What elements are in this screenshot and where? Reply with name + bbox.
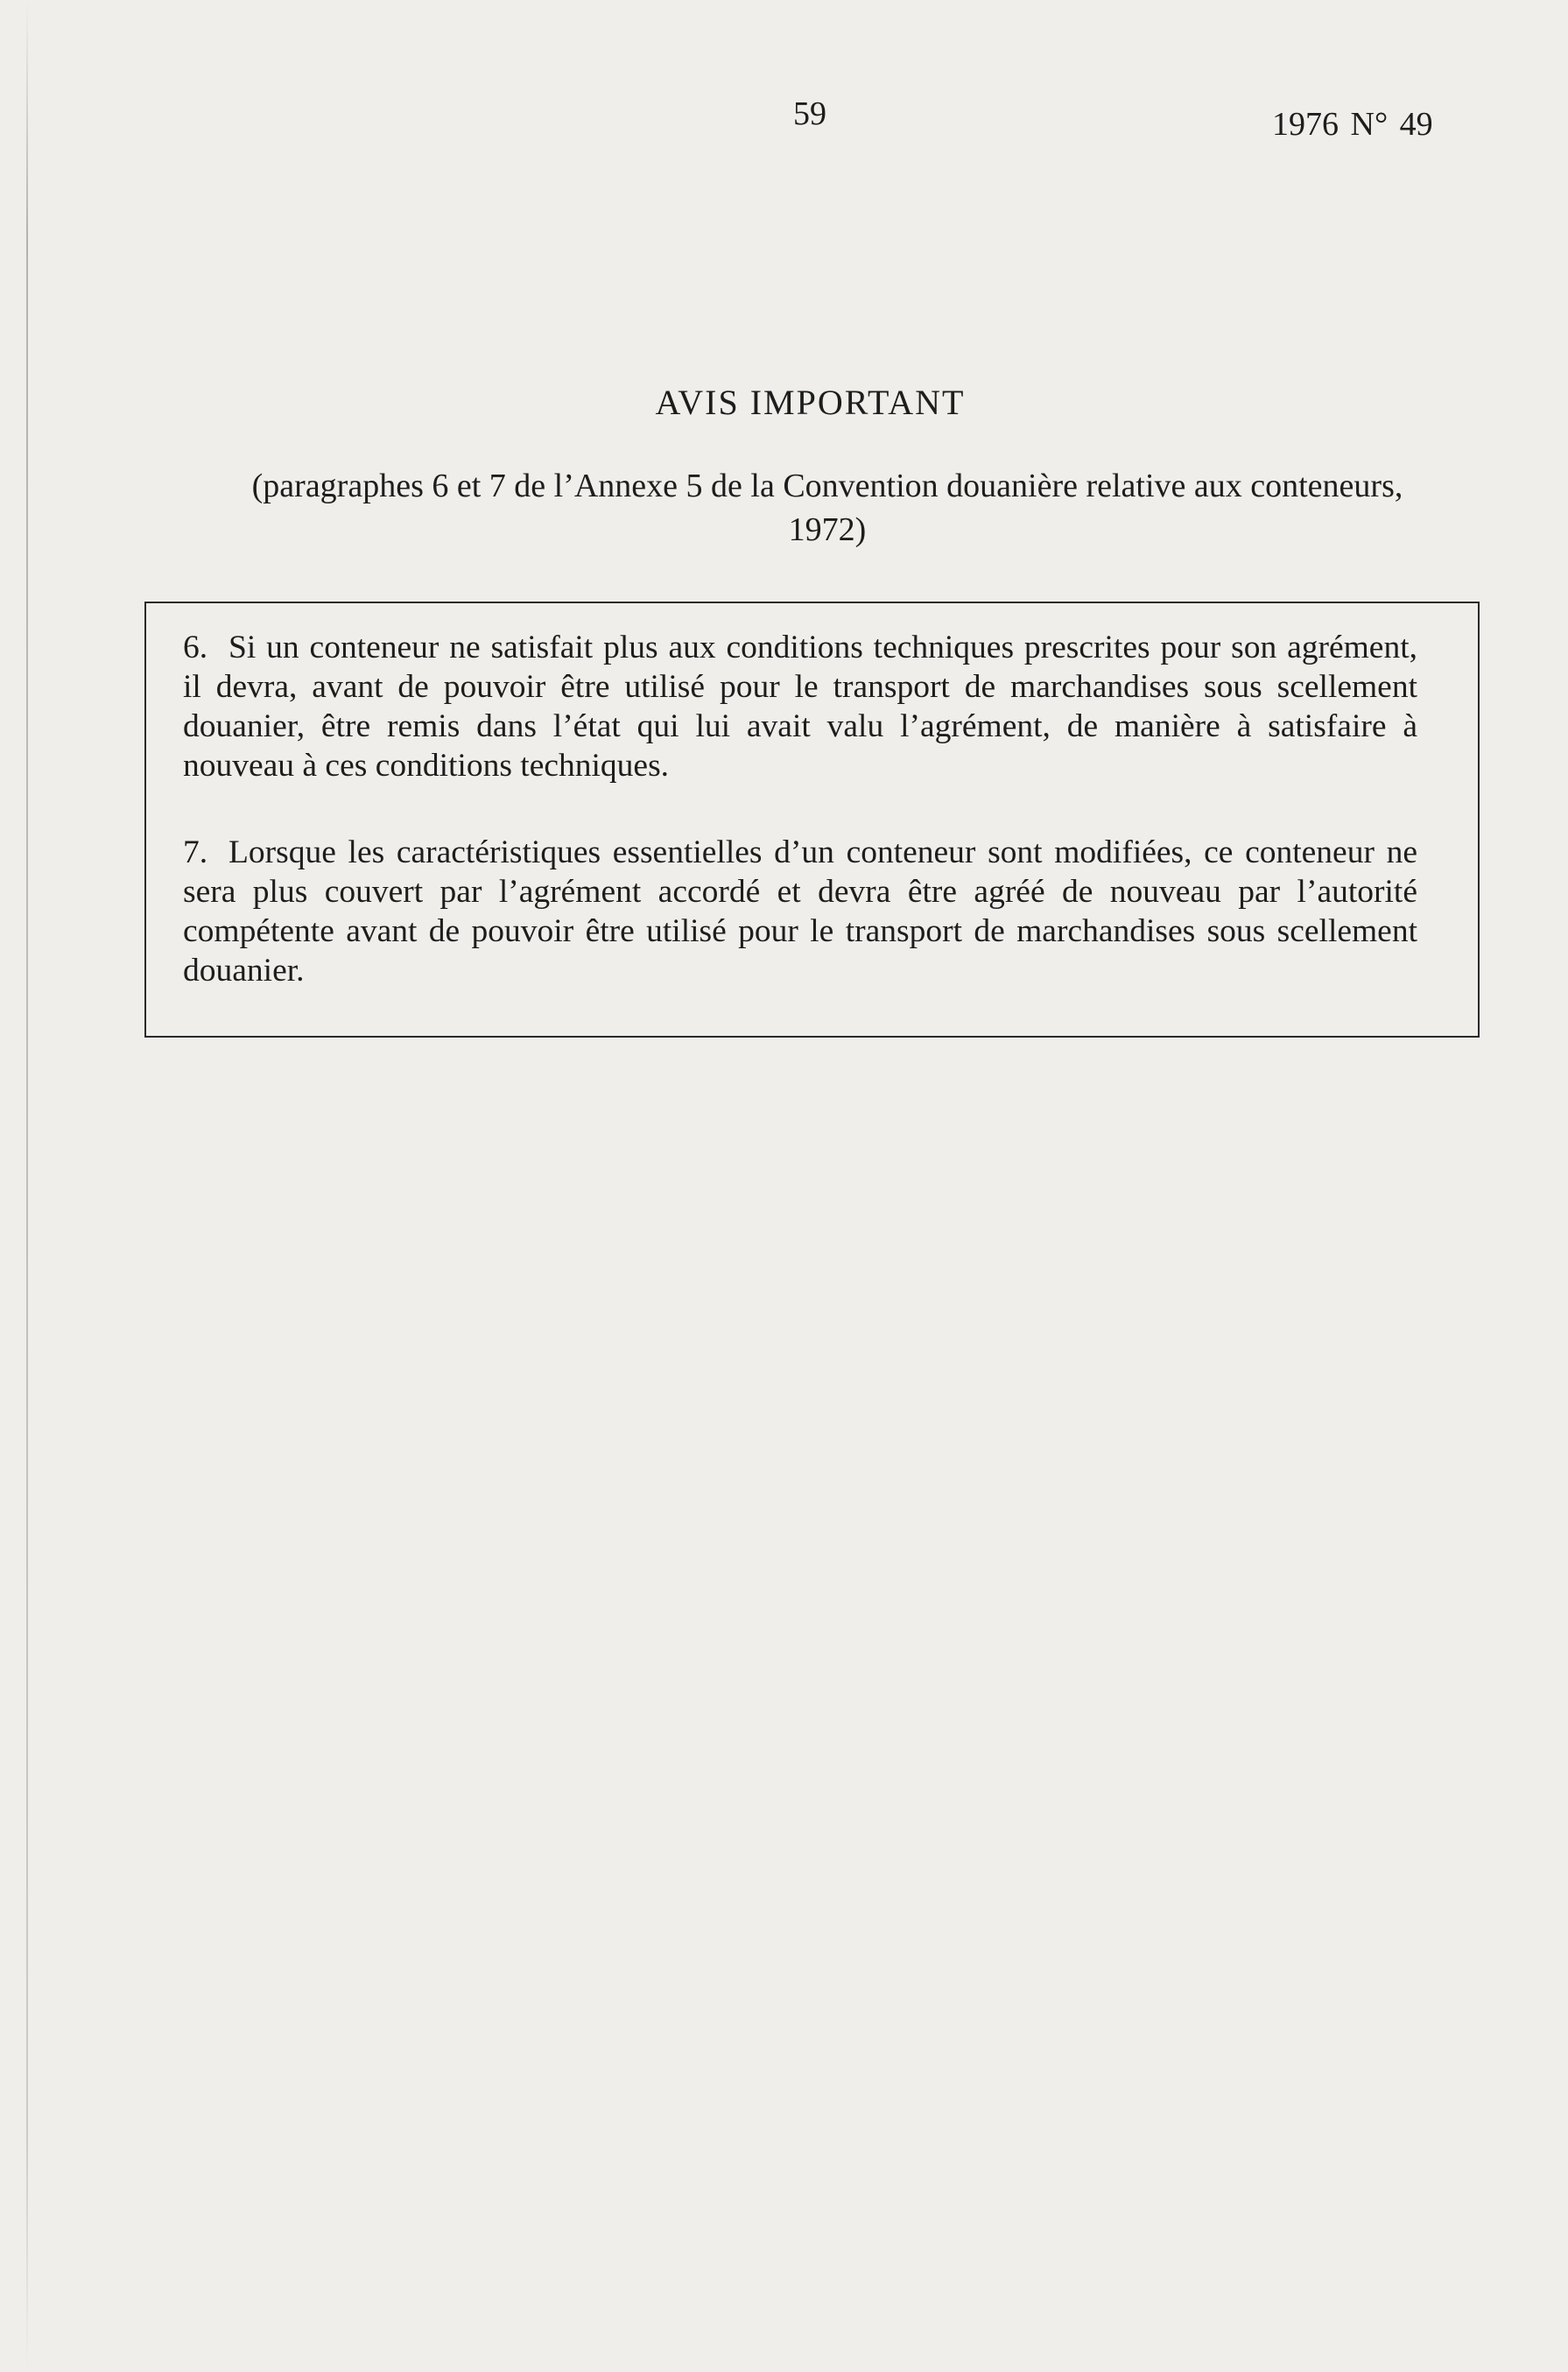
notice-title: AVIS IMPORTANT [655,383,966,422]
notice-subtitle: (paragraphes 6 et 7 de l’Annexe 5 de la Convention douanière relative aux conteneurs, 1972) [251,468,1403,548]
paragraph-6-number: 6. [183,630,208,665]
paragraph-7-text: Lorsque les caractéristiques essentielles d’un conteneur sont modifiées, ce conteneur ne sera plus couvert par l’agrément accordé et devra être agréé de nouveau par l’autorité compétente avant de pouvoir être utilisé pour le transport de marchandises sous scellement douanier. [183,834,1417,989]
paragraph-6 [183,628,1417,785]
paragraph-6-text: Si un conteneur ne satisfait plus aux conditions techniques prescrites pour son agrément, il devra, avant de pouvoir être utilisé pour le transport de marchandises sous scellement douanier, être remis dans l’état qui lui avait valu l’agrément, de manière à satisfaire à nouveau à ces conditions techniques. [183,630,1417,784]
page-number: 59 [793,95,826,132]
page-edge-mark [26,0,28,2372]
paragraph-7-number: 7. [183,834,208,870]
notice-box [144,602,1480,1038]
paragraph-7 [183,833,1417,990]
page-reference: 1976 N° 49 [1272,106,1433,143]
